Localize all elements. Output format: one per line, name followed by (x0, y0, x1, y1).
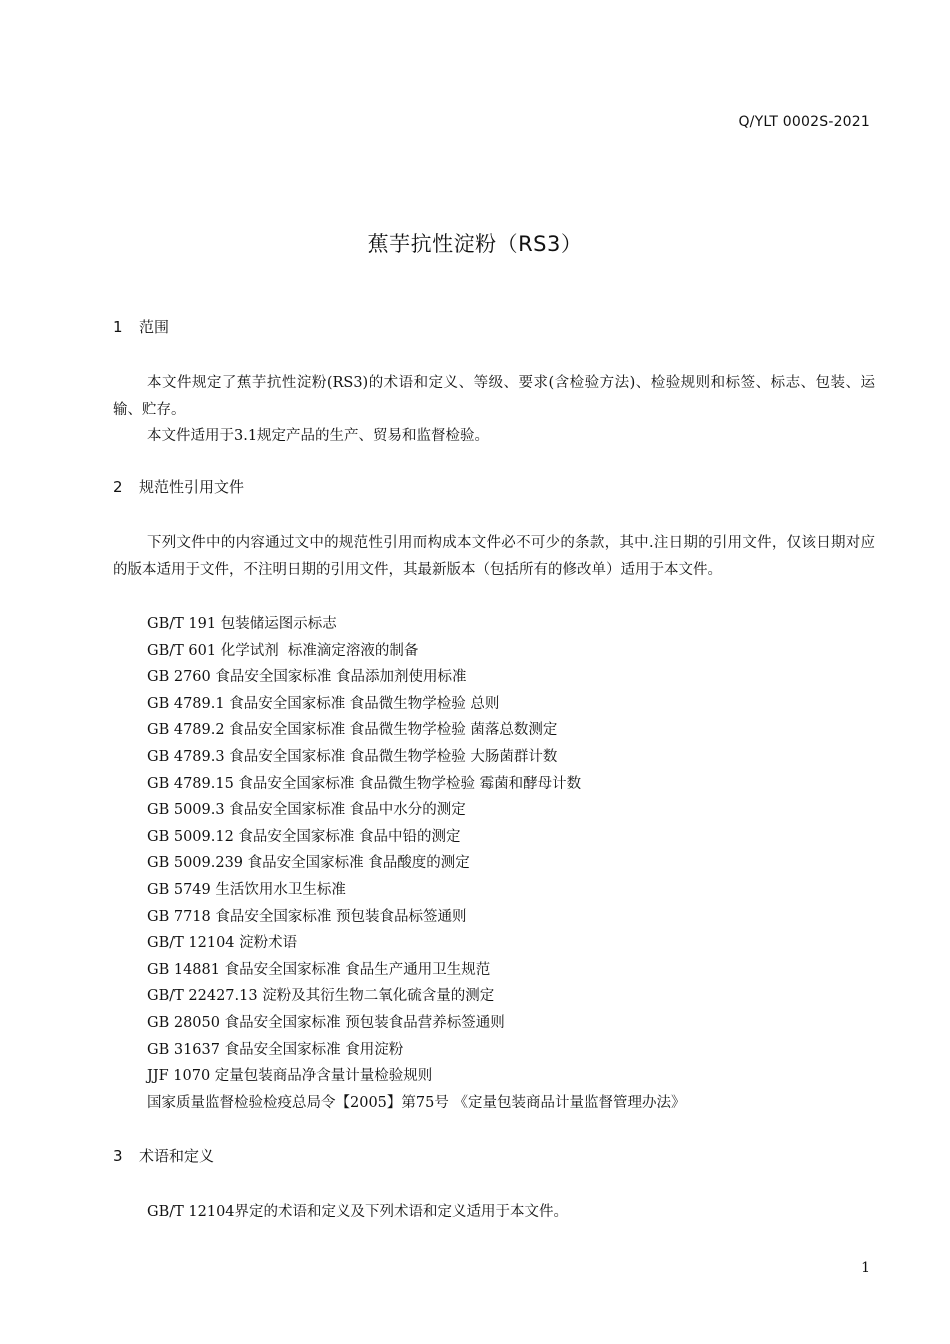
section-number: 3 (113, 1147, 123, 1165)
reference-item: GB/T 601 化学试剂 标准滴定溶液的制备 (147, 642, 419, 659)
reference-item: GB/T 12104 淀粉术语 (147, 935, 298, 952)
reference-item: JJF 1070 定量包装商品净含量计量检验规则 (147, 1068, 433, 1085)
reference-item: GB 4789.15 食品安全国家标准 食品微生物学检验 霉菌和酵母计数 (147, 775, 582, 792)
section-heading-terms (113, 1145, 214, 1166)
reference-item: GB 2760 食品安全国家标准 食品添加剂使用标准 (147, 669, 467, 686)
scope-paragraph-2: 本文件适用于3.1规定产品的生产、贸易和监督检验。 (147, 428, 490, 444)
reference-item: GB 5009.239 食品安全国家标准 食品酸度的测定 (147, 855, 470, 872)
reference-item: GB 4789.1 食品安全国家标准 食品微生物学检验 总则 (147, 695, 500, 712)
reference-item: GB 4789.2 食品安全国家标准 食品微生物学检验 菌落总数测定 (147, 722, 558, 739)
section-heading-scope (113, 316, 169, 337)
reference-item: GB 31637 食品安全国家标准 食用淀粉 (147, 1041, 404, 1058)
section-heading-normative-references (113, 476, 244, 497)
normative-references-intro: 下列文件中的内容通过文中的规范性引用而构成本文件必不可少的条款，其中.注日期的引用文件，仅该日期对应的版本适用于文件，不注明日期的引用文件，其最新版本（包括所有的修改单）适用于本文件。 (113, 535, 875, 578)
section-number: 2 (113, 478, 123, 496)
section-title: 范围 (139, 318, 170, 336)
reference-item: GB 7718 食品安全国家标准 预包装食品标签通则 (147, 908, 467, 925)
terms-paragraph: GB/T 12104界定的术语和定义及下列术语和定义适用于本文件。 (147, 1204, 569, 1220)
reference-item: GB 28050 食品安全国家标准 预包装食品营养标签通则 (147, 1014, 505, 1031)
document-title: 蕉芋抗性淀粉（RS3） (367, 232, 583, 256)
reference-item: GB 5009.12 食品安全国家标准 食品中铅的测定 (147, 828, 461, 845)
reference-item: GB 5009.3 食品安全国家标准 食品中水分的测定 (147, 802, 466, 819)
reference-item: GB/T 191 包装储运图示标志 (147, 616, 337, 632)
scope-paragraph-1: 本文件规定了蕉芋抗性淀粉(RS3)的术语和定义、等级、要求(含检验方法)、检验规则和标签、标志、包装、运输、贮存。 (113, 375, 875, 418)
reference-list (147, 611, 685, 1116)
reference-item: 国家质量监督检验检疫总局令【2005】第75号 《定量包装商品计量监督管理办法》 (147, 1094, 686, 1111)
section-title: 术语和定义 (139, 1147, 215, 1165)
section-number: 1 (113, 318, 123, 336)
reference-item: GB 4789.3 食品安全国家标准 食品微生物学检验 大肠菌群计数 (147, 748, 558, 765)
section-title: 规范性引用文件 (139, 478, 245, 496)
page-number: 1 (861, 1260, 870, 1276)
reference-item: GB 14881 食品安全国家标准 食品生产通用卫生规范 (147, 961, 491, 978)
reference-item: GB 5749 生活饮用水卫生标准 (147, 881, 346, 898)
standard-number: Q/YLT 0002S-2021 (738, 114, 870, 130)
reference-item: GB/T 22427.13 淀粉及其衍生物二氧化硫含量的测定 (147, 988, 495, 1005)
